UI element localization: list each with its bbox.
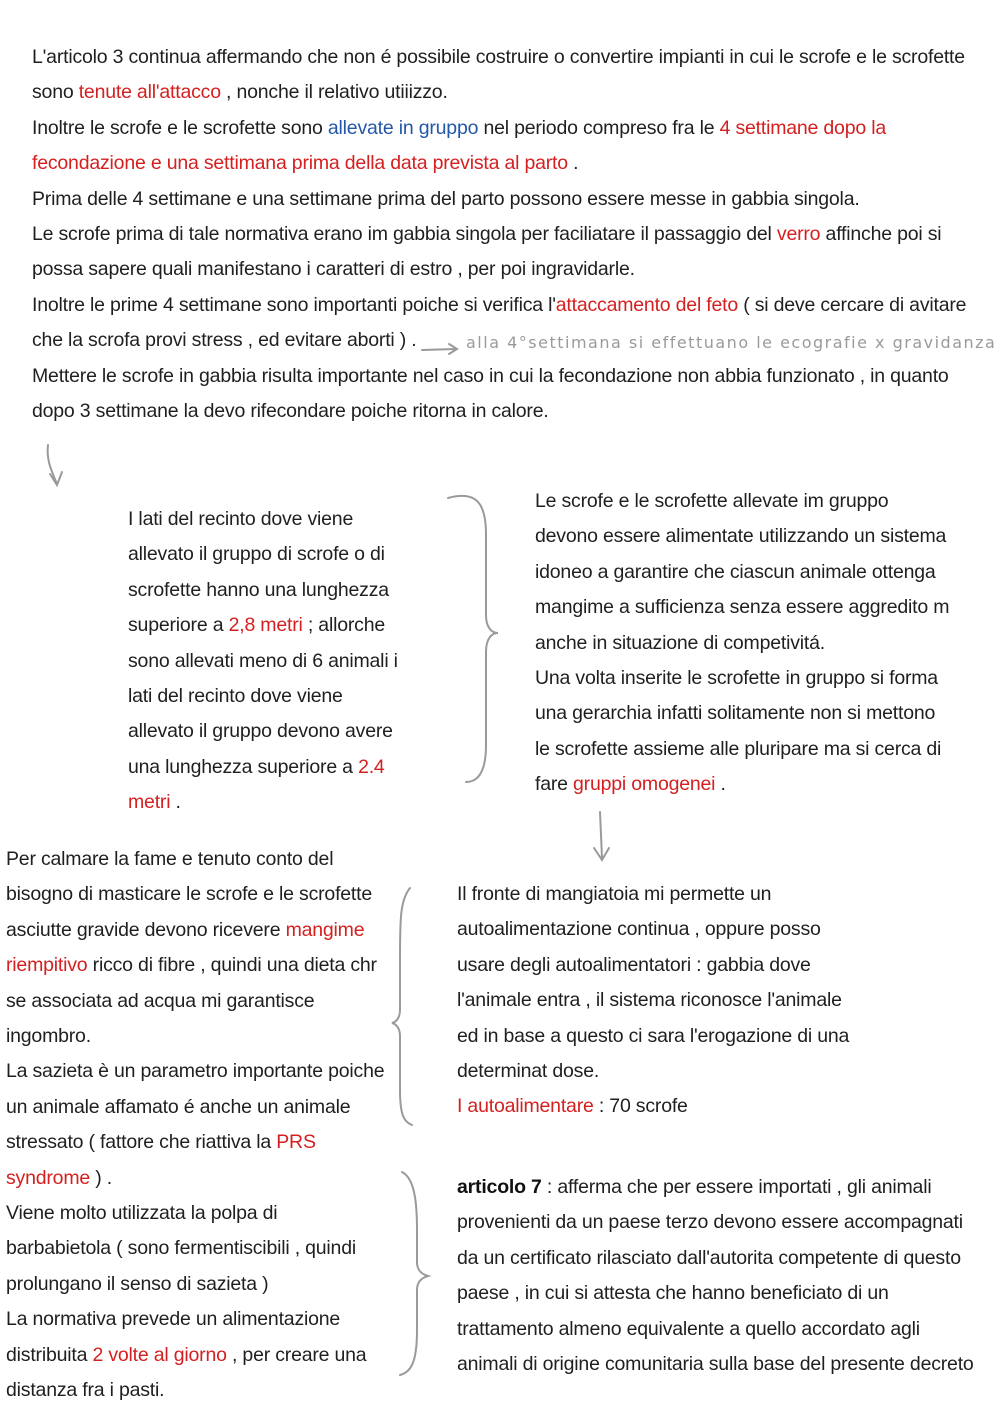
- fame-p1: [6, 842, 386, 1054]
- text: I lati del recinto dove viene allevato il gruppo di scrofe o di scrofette hanno una lunghezza superiore a: [128, 508, 389, 637]
- intro-line-5: Prima delle 4 settimane e una settimane prima del parto possono essere messe in gabbia singola.: [32, 187, 860, 210]
- text: Inoltre le scrofe e le scrofette sono: [32, 116, 328, 139]
- text: .: [715, 773, 726, 796]
- mangiatoia-p1: Il fronte di mangiatoia mi permette un autoalimentazione continua , oppure posso usare degli autoalimentatori : gabbia dove l'animale entra , il sistema riconosce l'animale ed in base a questo ci sara l'erogazione di una determinat dose.: [457, 883, 850, 1083]
- mangiatoia-p2: [457, 1089, 862, 1124]
- highlight-red: 2 volte al giorno: [92, 1343, 227, 1366]
- text: ricco di fibre , quindi una dieta chr se associata ad acqua mi garantisce ingombro.: [6, 954, 377, 1048]
- intro-line-10: Mettere le scrofe in gabbia risulta importante nel caso in cui la fecondazione non abbia funzionato , in quanto: [32, 364, 949, 387]
- highlight-red: verro: [776, 223, 821, 246]
- text: Una volta inserite le scrofette in gruppo si forma una gerarchia infatti solitamente non si mettono le scrofette assieme alle pluripare ma si cerca di fare: [535, 667, 942, 796]
- gruppo-p2: [535, 661, 955, 803]
- text: , nonche il relativo utiiizzo.: [220, 81, 448, 104]
- intro-line-11: dopo 3 settimane la devo rifecondare poiche ritorna in calore.: [32, 400, 549, 423]
- text: Per calmare la fame e tenuto conto del bisogno di masticare le scrofe e le scrofette asciutte gravide devono ricevere: [6, 848, 373, 941]
- text: ; allorche sono allevati meno di 6 animali i lati del recinto dove viene allevato il gruppo devono avere una lunghezza superiore a: [128, 614, 398, 778]
- intro-paragraph: [32, 40, 992, 429]
- highlight-blue: allevate in gruppo: [327, 116, 479, 139]
- mangiatoia-paragraph: [457, 877, 862, 1125]
- text: sono: [32, 81, 79, 104]
- text: : afferma che per essere importati , gli animali provenienti da un paese terzo devono essere accompagnati da un certificato rilasciato dall'autorita competente di questo paese , in cui si attesta che hanno beneficiato di un trattamento almeno equivalente a quello accordato agli animali di origine comunitaria sulla base del presente decreto: [457, 1176, 974, 1376]
- text: .: [170, 791, 181, 814]
- highlight-red: 2.4 metri: [128, 755, 385, 814]
- gruppo-paragraph: [535, 484, 955, 803]
- intro-line-4: [32, 146, 992, 181]
- text: La sazieta è un parametro importante poiche un animale affamato é anche un animale stressato ( fattore che riattiva la: [6, 1060, 385, 1154]
- intro-line-9: che la scrofa provi stress , ed evitare aborti ) .: [32, 329, 417, 352]
- text: : 70 scrofe: [593, 1095, 688, 1118]
- highlight-red: mangime riempitivo: [6, 918, 365, 977]
- intro-line-7: possa sapere quali manifestano i caratteri di estro , per poi ingravidarle.: [32, 258, 635, 281]
- fame-paragraph: [6, 842, 386, 1409]
- highlight-red: fecondazione e una settimana prima della data prevista al parto: [32, 152, 568, 175]
- highlight-red: 2,8 metri: [228, 614, 303, 637]
- text: Inoltre le prime 4 settimane sono importanti poiche si verifica l': [32, 293, 556, 316]
- highlight-red: gruppi omogenei: [573, 773, 716, 796]
- text: , per creare una distanza fra i pasti.: [6, 1343, 367, 1402]
- text: Le scrofe prima di tale normativa erano im gabbia singola per faciliatare il passaggio del: [32, 223, 777, 246]
- articolo7-paragraph: [457, 1170, 977, 1382]
- text: nel periodo compreso fra le: [478, 116, 720, 139]
- text: ( si deve cercare di avitare: [738, 293, 967, 316]
- highlight-red: tenute all'attacco: [78, 81, 221, 104]
- intro-line-2: [32, 75, 992, 110]
- text: ) .: [90, 1166, 112, 1189]
- fame-p2: [6, 1054, 386, 1196]
- highlight-red: I autoalimentare: [457, 1095, 594, 1118]
- brace-left-middle: [392, 888, 412, 1125]
- highlight-red: attaccamento del feto: [555, 293, 739, 316]
- text: .: [567, 152, 579, 175]
- highlight-red: 4 settimane dopo la: [719, 116, 886, 139]
- handwritten-note: alla 4°settimana si effettuano le ecografie x gravidanza: [466, 333, 997, 352]
- recinto-paragraph: [128, 502, 403, 821]
- brace-left-bottom: [400, 1172, 428, 1375]
- fame-p4: [6, 1302, 386, 1408]
- fame-p3: Viene molto utilizzata la polpa di barbabietola ( sono fermentiscibili , quindi prolungano il senso di sazieta ): [6, 1202, 356, 1295]
- intro-line-3: [32, 111, 992, 146]
- brace-right-top: [448, 496, 498, 782]
- down-arrow-left: [48, 445, 62, 485]
- articolo7-heading: articolo 7: [457, 1176, 542, 1198]
- down-arrow-right: [594, 812, 609, 860]
- text: La normativa prevede un alimentazione distribuita: [6, 1308, 341, 1366]
- intro-line-1: L'articolo 3 continua affermando che non é possibile costruire o convertire impianti in cui le scrofe e le scrofette: [32, 46, 965, 68]
- text: affinche poi si: [820, 223, 942, 246]
- gruppo-p1: Le scrofe e le scrofette allevate im gruppo devono essere alimentate utilizzando un sistema idoneo a garantire che ciascun animale ottenga mangime a sufficienza senza essere aggredito m anche in situazione di competivitá.: [535, 490, 950, 654]
- intro-line-6: [32, 217, 992, 252]
- intro-line-8: [32, 288, 992, 323]
- highlight-red: PRS syndrome: [6, 1131, 316, 1189]
